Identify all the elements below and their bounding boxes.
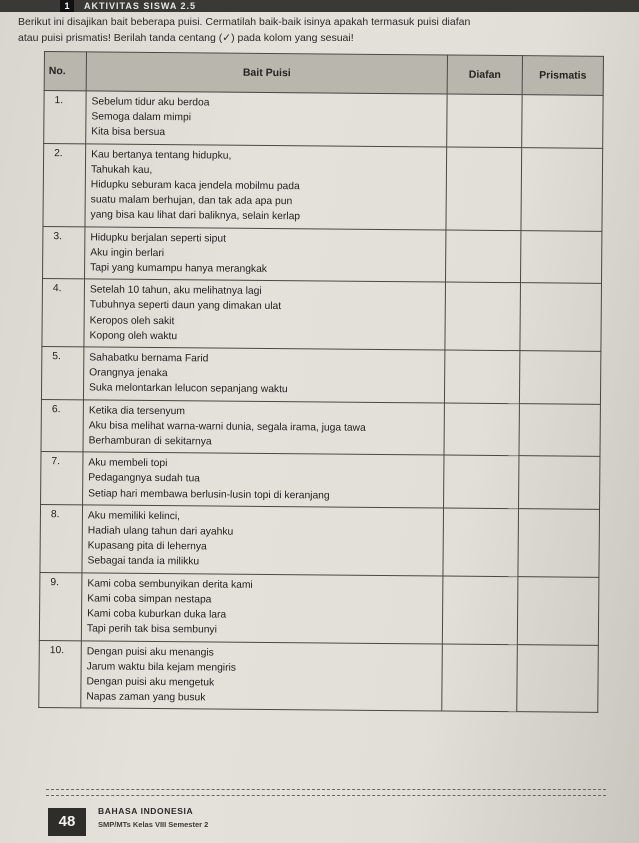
header-no: No.: [44, 52, 86, 91]
row-number: 9.: [39, 572, 82, 640]
diafan-checkbox-cell[interactable]: [443, 508, 519, 576]
table-row: [44, 91, 603, 148]
poem-stanza: [82, 505, 444, 576]
prismatis-checkbox-cell[interactable]: [520, 283, 602, 352]
poem-stanza: [83, 347, 444, 403]
poem-line: Dengan puisi aku mengetuk: [86, 676, 215, 689]
table-row: [39, 572, 599, 645]
header-diafan: Diafan: [447, 55, 522, 95]
table-row: [43, 143, 603, 231]
poem-line: Kami coba kuburkan duka lara: [87, 608, 227, 621]
table-row: [42, 279, 602, 352]
row-number: 8.: [40, 504, 83, 572]
prismatis-checkbox-cell[interactable]: [519, 403, 600, 456]
poem-classification-table: [38, 51, 604, 713]
poem-line: Aku memiliki kelinci,: [87, 510, 181, 523]
row-number: 1.: [44, 91, 86, 144]
table-row: [40, 504, 600, 577]
diafan-checkbox-cell[interactable]: [447, 94, 522, 147]
poem-line: Berhamburan di sekitarnya: [88, 435, 212, 448]
poem-line: Tubuhnya seperti daun yang dimakan ulat: [89, 299, 282, 313]
poem-line: Sebagai tanda ia milikku: [87, 555, 200, 568]
poem-line: Setiap hari membawa berlusin-lusin topi di keranjang: [88, 488, 330, 502]
poem-stanza: [81, 573, 443, 644]
diafan-checkbox-cell[interactable]: [444, 455, 519, 508]
prismatis-checkbox-cell[interactable]: [517, 644, 599, 713]
prismatis-checkbox-cell[interactable]: [519, 456, 600, 509]
row-number: 2.: [43, 143, 86, 226]
table-row: [41, 347, 600, 404]
prismatis-checkbox-cell[interactable]: [521, 147, 603, 231]
section-number: 1: [60, 0, 74, 12]
poem-stanza: [84, 279, 446, 350]
poem-line: Kupasang pita di lehernya: [87, 540, 207, 553]
poem-stanza: [81, 640, 443, 711]
table-body: [39, 91, 603, 713]
prismatis-checkbox-cell[interactable]: [517, 576, 599, 645]
poem-line: Semoga dalam mimpi: [91, 111, 192, 124]
poem-line: Suka melontarkan lelucon sepanjang waktu: [89, 382, 288, 396]
page-number: 48: [48, 808, 86, 836]
poem-line: Tahukah kau,: [90, 164, 153, 176]
poem-line: Orangnya jenaka: [89, 367, 168, 380]
poem-line: Setelah 10 tahun, aku melihatnya lagi: [89, 284, 262, 298]
poem-line: Sebelum tidur aku berdoa: [91, 96, 210, 109]
prismatis-checkbox-cell[interactable]: [522, 95, 603, 148]
footer-grade: SMP/MTs Kelas VIII Semester 2: [98, 820, 209, 829]
poem-line: Hidupku seburam kaca jendela mobilmu pada: [90, 179, 300, 193]
poem-line: suatu malam berhujan, dan tak ada apa pun: [90, 194, 293, 208]
prismatis-checkbox-cell[interactable]: [520, 230, 601, 283]
poem-stanza: [83, 452, 444, 508]
poem-stanza: [85, 143, 447, 229]
table-row: [39, 640, 599, 713]
poem-line: Aku membeli topi: [88, 457, 168, 470]
row-number: 5.: [41, 347, 83, 400]
table-header-row: [44, 52, 603, 96]
poem-line: Sahabatku bernama Farid: [89, 352, 209, 365]
activity-header: [0, 0, 639, 12]
poem-line: Kita bisa bersua: [91, 126, 166, 139]
poem-line: yang bisa kau lihat dari baliknya, selain kerlap: [90, 209, 301, 223]
poem-line: Dengan puisi aku menangis: [86, 645, 214, 659]
diafan-checkbox-cell[interactable]: [442, 643, 518, 711]
poem-stanza: [85, 226, 446, 282]
diafan-checkbox-cell[interactable]: [442, 576, 518, 644]
diafan-checkbox-cell[interactable]: [446, 147, 522, 231]
poem-line: Tapi yang kumampu hanya merangkak: [90, 262, 268, 275]
table-row: [41, 399, 600, 456]
diafan-checkbox-cell[interactable]: [444, 350, 519, 403]
row-number: 4.: [42, 279, 85, 347]
poem-line: Hidupku berjalan seperti siput: [90, 232, 227, 245]
poem-line: Kau bertanya tentang hidupku,: [91, 149, 232, 162]
poem-line: Tapi perih tak bisa sembunyi: [86, 623, 217, 636]
table-row: [43, 226, 602, 283]
poem-stanza: [86, 91, 447, 147]
footer-subject: BAHASA INDONESIA: [98, 806, 194, 816]
poem-line: Kopong oleh waktu: [89, 330, 178, 343]
poem-line: Keropos oleh sakit: [89, 315, 175, 327]
poem-line: Hadiah ulang tahun dari ayahku: [87, 525, 234, 538]
poem-line: Kami coba sembunyikan derita kami: [87, 578, 253, 591]
poem-line: Aku bisa melihat warna-warni dunia, segala irama, juga tawa: [88, 420, 366, 434]
header-bait-puisi: Bait Puisi: [86, 52, 447, 94]
poem-line: Kami coba simpan nestapa: [87, 593, 212, 606]
instruction-line-1: Berikut ini disajikan bait beberapa puisi. Cermatilah baik-baik isinya apakah termasuk puisi diafan: [18, 16, 471, 28]
divider-line: [46, 795, 606, 796]
poem-line: Aku ingin berlari: [90, 247, 165, 259]
poem-line: Ketika dia tersenyum: [88, 405, 186, 417]
row-number: 7.: [41, 452, 83, 505]
poem-line: Pedagangnya sudah tua: [88, 472, 200, 485]
diafan-checkbox-cell[interactable]: [445, 230, 520, 283]
poem-stanza: [83, 400, 444, 456]
row-number: 10.: [39, 640, 82, 708]
poem-line: Jarum waktu bila kejam mengiris: [86, 661, 237, 674]
table-row: [41, 452, 600, 509]
diafan-checkbox-cell[interactable]: [444, 403, 519, 456]
section-label: AKTIVITAS SISWA 2.5: [84, 1, 197, 11]
row-number: 3.: [43, 226, 85, 279]
instruction-line-2: atau puisi prismatis! Berilah tanda centang (✓) pada kolom yang sesuai!: [18, 32, 354, 44]
row-number: 6.: [41, 399, 83, 452]
header-prismatis: Prismatis: [522, 56, 603, 96]
instruction-text: [18, 14, 638, 46]
divider-line: [46, 789, 606, 790]
prismatis-checkbox-cell[interactable]: [519, 351, 600, 404]
poem-line: Napas zaman yang busuk: [86, 691, 206, 704]
prismatis-checkbox-cell[interactable]: [518, 509, 600, 578]
diafan-checkbox-cell[interactable]: [445, 282, 521, 350]
